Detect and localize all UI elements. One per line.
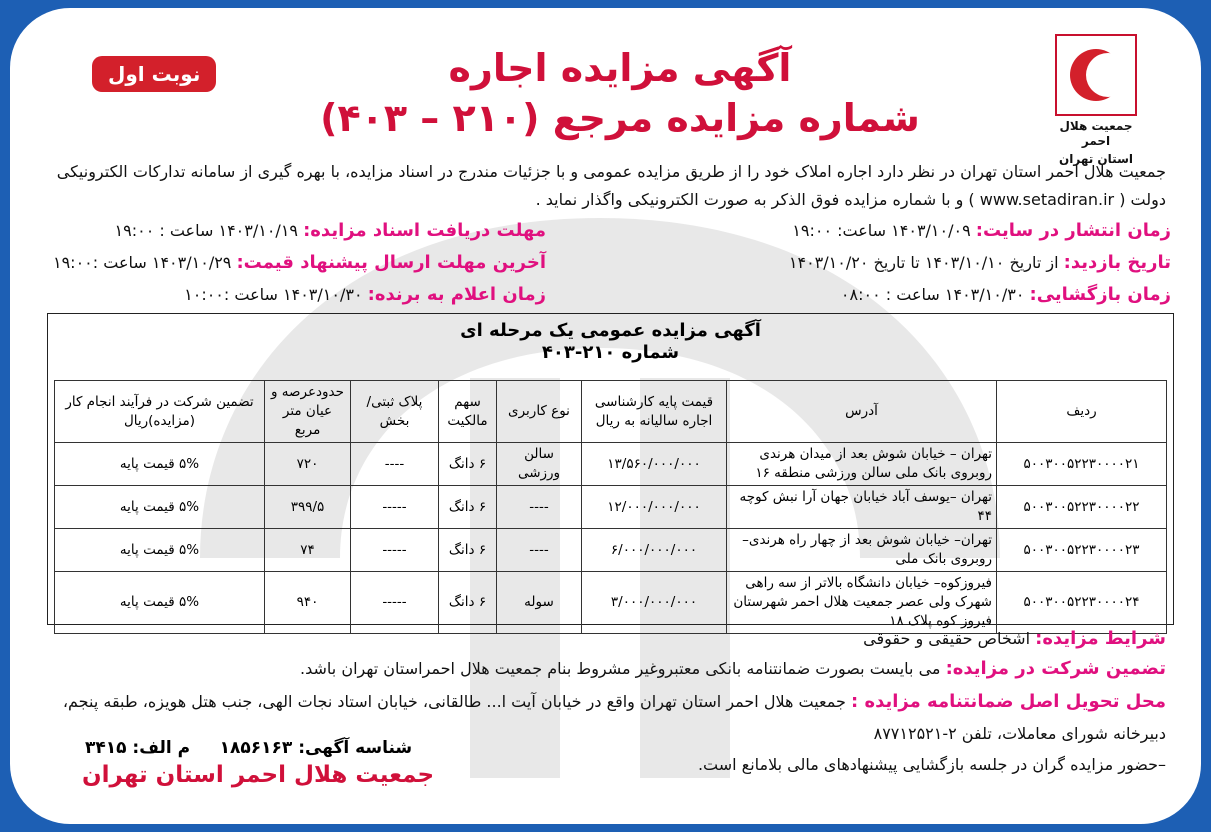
table-cell: -----: [351, 486, 439, 529]
table-cell: ۳/۰۰۰/۰۰۰/۰۰۰: [582, 572, 727, 634]
table-cell: -----: [351, 529, 439, 572]
auction-number: شماره مزایده مرجع (۲۱۰ – ۴۰۳): [320, 96, 920, 140]
page-title: آگهی مزایده اجاره: [448, 46, 792, 90]
table-row: [55, 486, 1167, 529]
table-cell: تهران– خیابان شوش بعد از چهار راه هرندی– روبروی بانک ملی: [727, 529, 997, 572]
table-row: [55, 572, 1167, 634]
intro-text: جمعیت هلال احمر استان تهران در نظر دارد اجاره املاک خود را از طریق مزایده عمومی و با جزئیات مندرج در اسناد مزایده، با بهره گیری از سامانه تدارکات الکترونیکی دولت ( www.setadiran.ir ) و با شماره مزایده فوق الذکر به صورت الکترونیکی واگذار نماید .: [56, 162, 1166, 209]
column-header: حدودعرصه و عیان متر مربع: [265, 381, 351, 443]
column-header: نوع کاربری: [497, 381, 582, 443]
properties-table: [54, 380, 1167, 634]
table-cell: ۹۴۰: [265, 572, 351, 634]
table-cell: ----: [497, 486, 582, 529]
column-header: ردیف: [997, 381, 1167, 443]
winner-announcement: زمان اعلام به برنده: ۱۴۰۳/۱۰/۳۰ ساعت :۱۰:۰۰: [184, 284, 546, 305]
red-crescent-logo: [1053, 34, 1139, 167]
table-cell: ۷۲۰: [265, 443, 351, 486]
table-cell: ۵% قیمت پایه: [55, 443, 265, 486]
offer-deadline: آخرین مهلت ارسال پیشنهاد قیمت: ۱۴۰۳/۱۰/۲۹ ساعت :۱۹:۰۰: [52, 252, 546, 273]
organization-name: جمعیت هلال احمر استان تهران: [82, 762, 435, 788]
publish-date: زمان انتشار در سایت: ۱۴۰۳/۱۰/۰۹ ساعت: ۱۹:۰۰: [792, 220, 1171, 241]
table-cell: ۵% قیمت پایه: [55, 572, 265, 634]
table-cell: -----: [351, 572, 439, 634]
table-cell: ----: [497, 529, 582, 572]
table-row: [55, 443, 1167, 486]
table-cell: سالن ورزشی: [497, 443, 582, 486]
table-cell: سوله: [497, 572, 582, 634]
auction-table-box: [47, 313, 1174, 629]
table-cell: ۵% قیمت پایه: [55, 486, 265, 529]
visit-date: تاریخ بازدید: از تاریخ ۱۴۰۳/۱۰/۱۰ تا تاریخ ۱۴۰۳/۱۰/۲۰: [788, 252, 1171, 273]
column-header: پلاک ثبتی/ بخش: [351, 381, 439, 443]
table-cell: ----: [351, 443, 439, 486]
table-cell: ۷۴: [265, 529, 351, 572]
table-cell: ۶ دانگ: [439, 572, 497, 634]
table-cell: ۱۲/۰۰۰/۰۰۰/۰۰۰: [582, 486, 727, 529]
advertisement: [10, 8, 1201, 824]
table-cell: تهران – خیابان شوش بعد از میدان هرندی روبروی بانک ملی سالن ورزشی منطقه ۱۶: [727, 443, 997, 486]
table-cell: ۵۰۰۳۰۰۵۲۲۳۰۰۰۰۲۱: [997, 443, 1167, 486]
table-subtitle: شماره ۲۱۰-۴۰۳: [541, 342, 680, 363]
column-header: تضمین شرکت در فرآیند انجام کار (مزایده)ریال: [55, 381, 265, 443]
table-cell: ۵۰۰۳۰۰۵۲۲۳۰۰۰۰۲۲: [997, 486, 1167, 529]
table-cell: ۶ دانگ: [439, 486, 497, 529]
opening-date: زمان بازگشایی: ۱۴۰۳/۱۰/۳۰ ساعت : ۰۸:۰۰: [840, 284, 1171, 305]
table-cell: ۶ دانگ: [439, 443, 497, 486]
table-cell: ۶/۰۰۰/۰۰۰/۰۰۰: [582, 529, 727, 572]
table-cell: تهران –یوسف آباد خیابان جهان آرا نبش کوچه ۴۴: [727, 486, 997, 529]
crescent-icon: [1066, 45, 1126, 105]
first-round-badge: نوبت اول: [92, 56, 216, 92]
table-cell: ۳۹۹/۵: [265, 486, 351, 529]
table-cell: ۵۰۰۳۰۰۵۲۲۳۰۰۰۰۲۳: [997, 529, 1167, 572]
table-title: آگهی مزایده عمومی یک مرحله ای: [460, 320, 761, 341]
column-header: آدرس: [727, 381, 997, 443]
attendance-note: –حضور مزایده گران در جلسه بازگشایی پیشنهادهای مالی بلامانع است.: [697, 755, 1166, 774]
table-cell: ۵% قیمت پایه: [55, 529, 265, 572]
table-cell: فیروزکوه– خیابان دانشگاه بالاتر از سه راهی شهرک ولی عصر جمعیت هلال احمر شهرستان فیروز کوه پلاک ۱۸: [727, 572, 997, 634]
table-cell: ۶ دانگ: [439, 529, 497, 572]
logo-text: جمعیت هلال احمر: [1059, 119, 1133, 148]
docs-deadline: مهلت دریافت اسناد مزایده: ۱۴۰۳/۱۰/۱۹ ساعت : ۱۹:۰۰: [114, 220, 546, 241]
column-header: قیمت پایه کارشناسی اجاره سالیانه به ریال: [582, 381, 727, 443]
column-header: سهم مالکیت: [439, 381, 497, 443]
table-row: [55, 529, 1167, 572]
terms: شرایط مزایده: اشخاص حقیقی و حقوقی تضمین شرکت در مزایده: می بایست بصورت ضمانتنامه بانکی معتبروغیر مشروط بنام جمعیت هلال احمراستان تهران باشد. محل تحویل اصل ضمانتنامه مزایده : جمعیت هلال احمر استان تهران واقع در خیابان آیت ا... طالقانی، خیابان استاد نجات الهی، جنب هتل هویزه، طبقه پنجم، دبیرخانه شورای معاملات، تلفن ۲-۸۷۷۱۲۵۲۱ –حضور مزایده گران در جلسه بازگشایی پیشنهادهای مالی بلامانع است.: [45, 626, 1166, 778]
ad-id: شناسه آگهی: ۱۸۵۶۱۶۳ م الف: ۳۴۱۵: [85, 738, 413, 758]
table-cell: ۵۰۰۳۰۰۵۲۲۳۰۰۰۰۲۴: [997, 572, 1167, 634]
table-cell: ۱۳/۵۶۰/۰۰۰/۰۰۰: [582, 443, 727, 486]
logo-text: استان تهران: [1059, 152, 1133, 166]
